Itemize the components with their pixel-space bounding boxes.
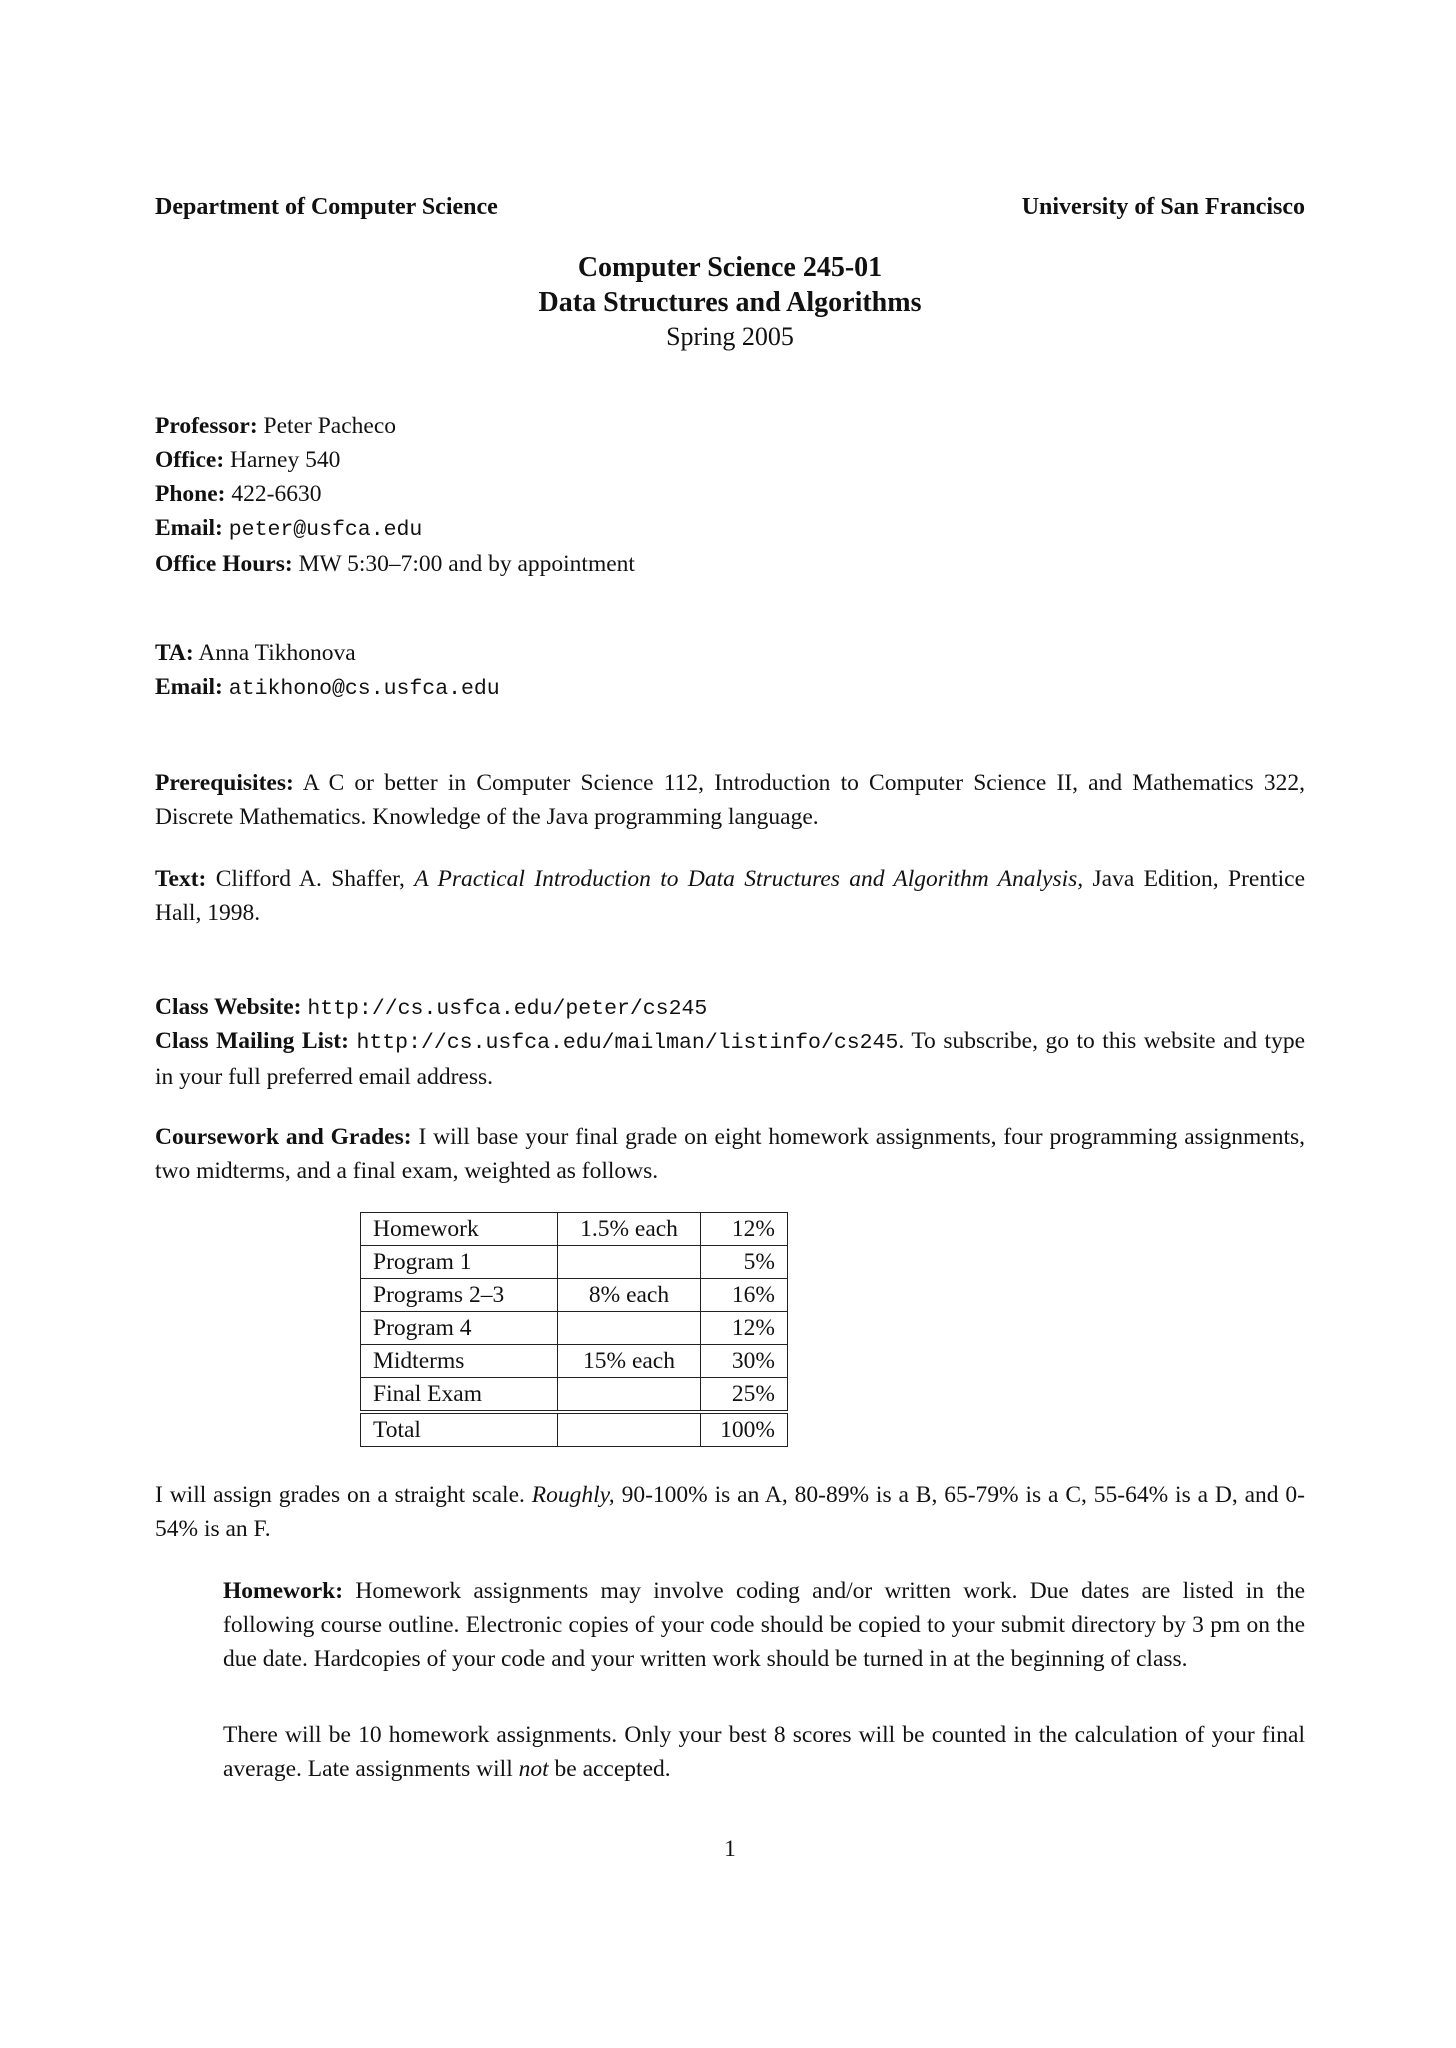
table-cell-weight: 12%	[701, 1312, 788, 1345]
ta-info	[155, 636, 1305, 706]
course-term: Spring 2005	[666, 322, 794, 351]
page-number: 1	[724, 1836, 736, 1862]
table-cell-weight: 12%	[701, 1213, 788, 1246]
textbook-details: Java Edition, Prentice Hall, 1998.	[155, 866, 1306, 926]
table-cell-item: Program 4	[361, 1312, 558, 1345]
table-cell-each	[558, 1246, 701, 1279]
office-line: Office: Harney 540	[155, 447, 341, 473]
professor-info	[155, 409, 1305, 581]
table-cell-weight: 30%	[701, 1345, 788, 1378]
professor-line: Professor: Peter Pacheco	[155, 413, 396, 439]
table-cell-item: Total	[361, 1412, 558, 1447]
table-cell-weight: 16%	[701, 1279, 788, 1312]
university-name: University of San Francisco	[1021, 194, 1305, 220]
table-row	[361, 1246, 788, 1279]
ta-email: atikhono@cs.usfca.edu	[228, 677, 500, 701]
grade-weights-table	[360, 1212, 788, 1447]
website-line: Class Website: http://cs.usfca.edu/peter/cs245	[155, 994, 708, 1021]
office-hours-value: MW 5:30–7:00 and by appointment	[298, 551, 635, 577]
table-cell-item: Final Exam	[361, 1378, 558, 1413]
table-row	[361, 1213, 788, 1246]
homework-text: Homework assignments may involve coding and/or written work. Due dates are listed in the following course outline. Electronic copies of your code should be copied to your submit directory by 3 pm on the due date. Hardcopies of your code and your written work should be turned in at the beginning of class.	[223, 1578, 1305, 1672]
professor-email: peter@usfca.edu	[228, 518, 423, 542]
textbook-author: Clifford A. Shaffer,	[215, 866, 405, 892]
email-line: Email: peter@usfca.edu	[155, 515, 423, 542]
course-number: Computer Science 245-01	[577, 252, 883, 283]
table-cell-each: 15% each	[558, 1345, 701, 1378]
course-title-block	[155, 250, 1305, 354]
phone-line: Phone: 422-6630	[155, 481, 322, 507]
course-name: Data Structures and Algorithms	[538, 287, 922, 318]
mailing-list-url[interactable]: http://cs.usfca.edu/mailman/listinfo/cs245	[356, 1031, 899, 1055]
table-row	[361, 1378, 788, 1413]
homework-paragraph: Homework: Homework assignments may involve coding and/or written work. Due dates are listed in the following course outline. Electronic copies of your code should be copied to your submit directory by 3 pm on the due date. Hardcopies of your code and your written work should be turned in at the beginning of class.	[223, 1578, 1305, 1672]
textbook-paragraph: Text: Clifford A. Shaffer, A Practical Introduction to Data Structures and Algorithm Analysis, Java Edition, Prentice Hall, 1998.	[155, 866, 1306, 926]
table-cell-item: Program 1	[361, 1246, 558, 1279]
coursework-text: I will base your final grade on eight homework assignments, four programming assignments, two midterms, and a final exam, weighted as follows.	[155, 1124, 1305, 1184]
table-row	[361, 1312, 788, 1345]
ta-line: TA: Anna Tikhonova	[155, 640, 356, 666]
table-cell-weight: 100%	[701, 1412, 788, 1447]
table-cell-each	[558, 1312, 701, 1345]
grade-scale-paragraph: I will assign grades on a straight scale. Roughly, 90-100% is an A, 80-89% is a B, 65-79% is a C, 55-64% is a D, and 0-54% is an F.	[155, 1482, 1306, 1542]
mailing-list-text: . To subscribe, go to this website and type in your full preferred email address.	[155, 1028, 1306, 1090]
scale-emphasis: Roughly,	[531, 1482, 615, 1508]
header-row	[155, 190, 1305, 224]
table-cell-each: 1.5% each	[558, 1213, 701, 1246]
phone-value: 422-6630	[231, 481, 322, 507]
office-hours-line: Office Hours: MW 5:30–7:00 and by appointment	[155, 551, 635, 577]
textbook-title: A Practical Introduction to Data Structures and Algorithm Analysis,	[414, 866, 1084, 892]
website-url[interactable]: http://cs.usfca.edu/peter/cs245	[307, 997, 708, 1021]
table-cell-weight: 5%	[701, 1246, 788, 1279]
table-cell-each: 8% each	[558, 1279, 701, 1312]
table-cell-item: Midterms	[361, 1345, 558, 1378]
table-cell-item: Homework	[361, 1213, 558, 1246]
homework-policy-paragraph: There will be 10 homework assignments. Only your best 8 scores will be counted in the calculation of your final average. Late assignments will not be accepted.	[223, 1722, 1305, 1782]
table-cell-each	[558, 1378, 701, 1413]
table-row	[361, 1279, 788, 1312]
table-cell-each	[558, 1412, 701, 1447]
table-cell-weight: 25%	[701, 1378, 788, 1413]
prerequisites-paragraph: Prerequisites: A C or better in Computer Science 112, Introduction to Computer Science II, and Mathematics 322, Discrete Mathematics. Knowledge of the Java programming language.	[155, 770, 1305, 830]
table-cell-item: Programs 2–3	[361, 1279, 558, 1312]
prerequisites-text: A C or better in Computer Science 112, Introduction to Computer Science II, and Mathematics 322, Discrete Mathematics. Knowledge of the Java programming language.	[155, 770, 1305, 830]
coursework-paragraph: Coursework and Grades: I will base your final grade on eight homework assignments, four programming assignments, two midterms, and a final exam, weighted as follows.	[155, 1124, 1305, 1184]
department-name: Department of Computer Science	[155, 194, 498, 220]
table-total-row	[361, 1412, 788, 1447]
not-emphasis: not	[518, 1756, 549, 1782]
ta-email-line: Email: atikhono@cs.usfca.edu	[155, 674, 500, 701]
mailing-list-paragraph: Class Mailing List: http://cs.usfca.edu/mailman/listinfo/cs245. To subscribe, go to this website and type in your full preferred email address.	[155, 1028, 1306, 1090]
professor-name: Peter Pacheco	[263, 413, 396, 439]
table-row	[361, 1345, 788, 1378]
ta-name: Anna Tikhonova	[198, 640, 356, 666]
office-value: Harney 540	[230, 447, 341, 473]
